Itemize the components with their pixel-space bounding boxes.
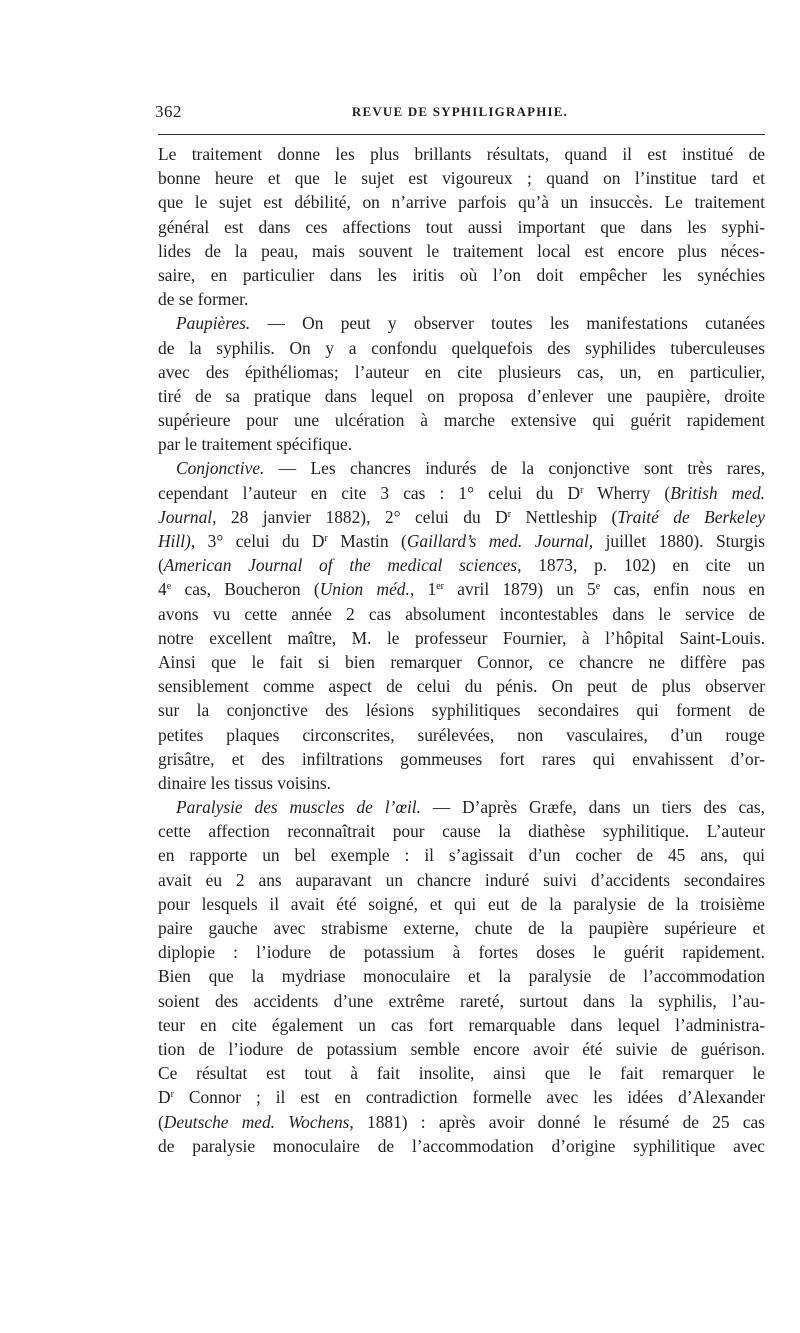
text-line: de se former. xyxy=(158,289,249,310)
text-line xyxy=(158,481,765,505)
text-line: par le traitement spécifique. xyxy=(158,434,353,455)
text-line xyxy=(158,577,765,601)
superscript: e xyxy=(166,581,172,593)
text-line: pour lesquels il avait été soigné, et qui eut de la paralysie de la troisième xyxy=(158,893,765,914)
superscript: er xyxy=(436,581,444,593)
section-heading-paralysie: Paralysie des muscles de l’œil. xyxy=(176,797,421,818)
text-run: Nettleship ( xyxy=(525,506,618,527)
text-run: cas, enfin nous en xyxy=(613,579,765,600)
section-heading-paupieres: Paupières. xyxy=(176,313,251,334)
text-line: soient des accidents d’une extrême rareté, surtout dans la syphilis, l’au- xyxy=(158,990,765,1011)
text-line: diplopie : l’iodure de potassium à fortes doses le guérit rapidement. xyxy=(158,942,765,963)
text-run: 1873, p. 102) en cite un xyxy=(538,555,765,576)
text-line: général est dans ces affections tout aussi important que dans les syphi- xyxy=(158,216,765,237)
text-line xyxy=(158,1110,765,1134)
text-line: Le traitement donne les plus brillants résultats, quand il est institué de xyxy=(158,144,765,164)
text-line: avait eu 2 ans auparavant un chancre induré suivi d’accidents secondaires xyxy=(158,869,765,890)
citation-title: Union méd., xyxy=(319,579,415,600)
text-run: ( xyxy=(158,1111,164,1132)
text-line: que le sujet est débilité, on n’arrive parfois qu’à un insuccès. Le traitement xyxy=(158,192,765,213)
text-line: sur la conjonctive des lésions syphilitiques secondaires qui forment de xyxy=(158,700,765,721)
paragraph-conjonctive xyxy=(158,456,765,480)
text-line: lides de la peau, mais souvent le traitement local est encore plus néces- xyxy=(158,240,765,261)
text-run: — On peut y observer toutes les manifestations cutanées xyxy=(267,313,765,334)
text-line: Ainsi que le fait si bien remarquer Connor, ce chancre ne diffère pas xyxy=(158,651,765,672)
superscript: r xyxy=(170,1089,174,1101)
text-run: 28 janvier 1882), 2° celui du D xyxy=(230,506,508,527)
text-line: supérieure pour une ulcération à marche extensive qui guérit rapidement xyxy=(158,410,765,431)
text-run: — Les chancres indurés de la conjonctive sont très rares, xyxy=(278,458,765,479)
paragraph-paupieres xyxy=(158,311,765,335)
text-run: — D’après Græfe, dans un tiers des cas, xyxy=(432,797,765,818)
citation-title: Hill), xyxy=(158,531,196,551)
superscript: e xyxy=(595,581,601,593)
text-line: Ce résultat est tout à fait insolite, ainsi que le fait remarquer le xyxy=(158,1063,765,1084)
text-line: teur en cite également un cas fort remarquable dans lequel l’administra- xyxy=(158,1014,765,1035)
text-line xyxy=(158,505,765,529)
text-run: Wherry ( xyxy=(597,482,671,503)
text-line: tiré de sa pratique dans lequel on proposa d’enlever une paupière, droite xyxy=(158,385,765,406)
superscript: r xyxy=(507,508,512,520)
text-line: Bien que la mydriase monoculaire et la paralysie de l’accommodation xyxy=(158,966,765,987)
text-run: D xyxy=(158,1087,171,1108)
citation-title: American Journal of the medical sciences, xyxy=(163,555,522,576)
header-rule xyxy=(158,134,765,135)
text-line xyxy=(158,1085,765,1109)
paragraph-paralysie xyxy=(158,795,765,819)
text-line: avons vu cette année 2 cas absolument incontestables dans le service de xyxy=(158,603,765,624)
text-run: 3° celui du D xyxy=(207,531,325,551)
text-line: grisâtre, et des infiltrations gommeuses fort rares qui envahissent d’or- xyxy=(158,748,765,769)
text-line: dinaire les tissus voisins. xyxy=(158,772,331,793)
journal-title: REVUE DE SYPHILIGRAPHIE. xyxy=(351,104,569,119)
citation-title: British med. xyxy=(670,482,765,503)
text-run: 1881) : après avoir donné le résumé de 25 cas xyxy=(367,1111,765,1132)
text-line: de la syphilis. On y a confondu quelquefois des syphilides tuberculeuses xyxy=(158,337,765,358)
citation-title: Journal, xyxy=(158,506,217,527)
text-line: avec des épithéliomas; l’auteur en cite plusieurs cas, un, en particulier, xyxy=(158,361,765,382)
text-line: petites plaques circonscrites, surélevées, non vasculaires, d’un rouge xyxy=(158,724,765,745)
page-number: 362 xyxy=(155,102,182,121)
text-run: ( xyxy=(158,555,164,576)
text-line: sensiblement comme aspect de celui du pénis. On peut de plus observer xyxy=(158,676,765,697)
text-line: notre excellent maître, M. le professeur Fournier, à l’hôpital Saint-Louis. xyxy=(158,627,765,648)
text-line xyxy=(158,553,765,577)
section-heading-conjonctive: Conjonctive. xyxy=(176,458,265,479)
text-line: cette affection reconnaîtrait pour cause la diathèse syphilitique. L’auteur xyxy=(158,821,765,842)
superscript: r xyxy=(580,484,584,496)
text-run: cependant l’auteur en cite 3 cas : 1° celui du D xyxy=(158,482,581,503)
text-run: 1 xyxy=(427,579,437,600)
text-line: paire gauche avec strabisme externe, chute de la paupière supérieure et xyxy=(158,918,765,938)
text-line: bonne heure et que le sujet est vigoureux ; quand on l’institue tard et xyxy=(158,168,765,189)
text-line: tion de l’iodure de potassium semble encore avoir été suivie de guérison. xyxy=(158,1038,765,1059)
text-line xyxy=(158,529,765,553)
text-line: saire, en particulier dans les iritis où l’on doit empêcher les synéchies xyxy=(158,264,765,285)
citation-title: Gaillard’s med. Journal, xyxy=(406,531,594,551)
running-head xyxy=(155,102,765,126)
text-run: 4 xyxy=(158,579,167,600)
superscript: r xyxy=(324,533,328,544)
text-line: en rapporte un bel exemple : il s’agissait d’un cocher de 45 ans, qui xyxy=(158,845,765,866)
text-run: Connor ; il est en contradiction formelle avec les idées d’Alexander xyxy=(188,1087,765,1108)
text-line: de paralysie monoculaire de l’accommodation d’origine syphilitique avec xyxy=(158,1135,765,1156)
text-run: Mastin ( xyxy=(340,531,407,551)
body-text xyxy=(158,142,765,1158)
citation-title: Traité de Berkeley xyxy=(617,506,765,527)
citation-title: Deutsche med. Wochens, xyxy=(163,1111,354,1132)
text-run: avril 1879) un 5 xyxy=(457,579,596,600)
text-run: cas, Boucheron ( xyxy=(184,579,320,600)
text-run: juillet 1880). Sturgis xyxy=(605,531,765,551)
